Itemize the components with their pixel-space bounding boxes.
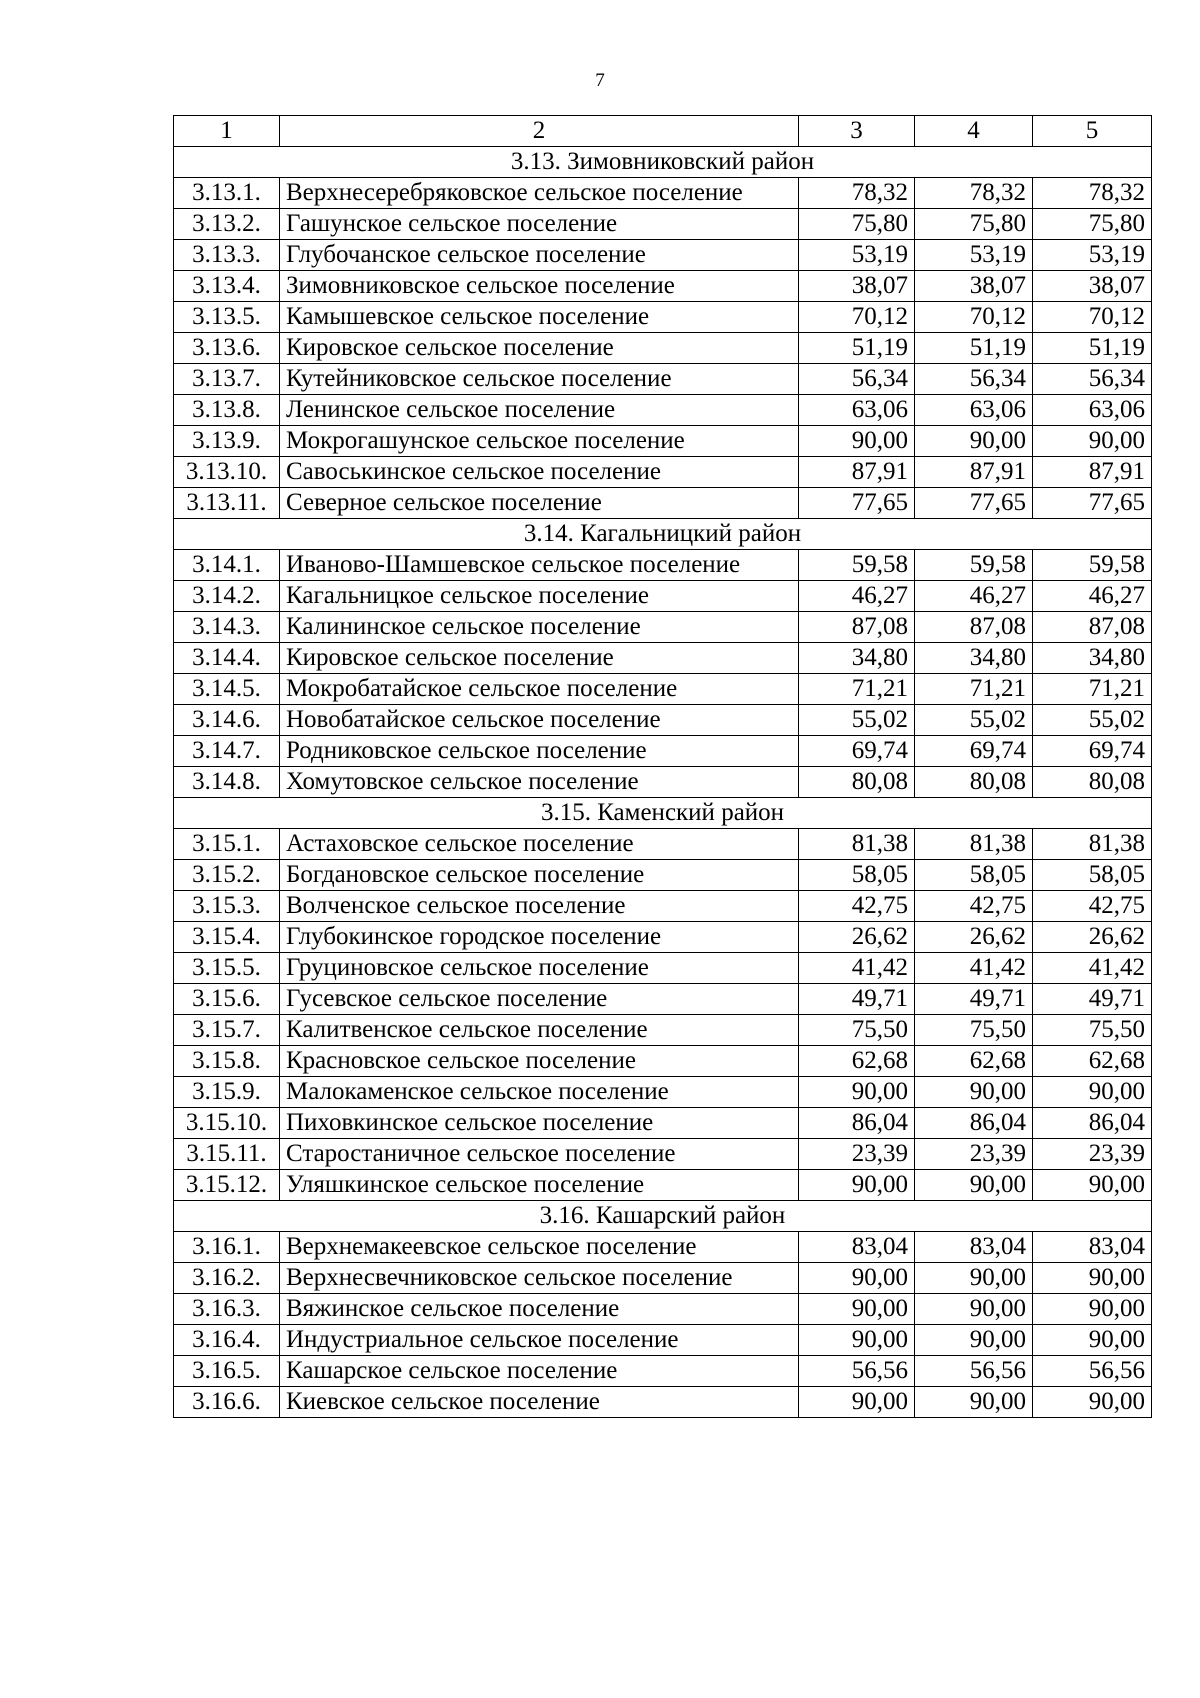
settlement-name: Гусевское сельское поселение xyxy=(280,984,799,1015)
row-number: 3.15.4. xyxy=(174,922,280,953)
value-col3: 90,00 xyxy=(799,1263,915,1294)
value-col3: 90,00 xyxy=(799,1325,915,1356)
value-col4: 69,74 xyxy=(915,736,1033,767)
value-col5: 87,91 xyxy=(1033,457,1152,488)
table-row xyxy=(174,1294,1152,1325)
value-col5: 90,00 xyxy=(1033,426,1152,457)
value-col4: 62,68 xyxy=(915,1046,1033,1077)
value-col5: 69,74 xyxy=(1033,736,1152,767)
row-number: 3.13.10. xyxy=(174,457,280,488)
settlement-name: Киевское сельское поселение xyxy=(280,1387,799,1418)
value-col4: 75,50 xyxy=(915,1015,1033,1046)
value-col3: 75,50 xyxy=(799,1015,915,1046)
settlement-name: Калитвенское сельское поселение xyxy=(280,1015,799,1046)
row-number: 3.15.6. xyxy=(174,984,280,1015)
value-col4: 53,19 xyxy=(915,240,1033,271)
row-number: 3.16.6. xyxy=(174,1387,280,1418)
table-row xyxy=(174,829,1152,860)
settlement-name: Кировское сельское поселение xyxy=(280,643,799,674)
row-number: 3.13.1. xyxy=(174,178,280,209)
value-col5: 78,32 xyxy=(1033,178,1152,209)
row-number: 3.13.7. xyxy=(174,364,280,395)
table-row xyxy=(174,953,1152,984)
value-col3: 90,00 xyxy=(799,1170,915,1201)
table-row xyxy=(174,984,1152,1015)
row-number: 3.15.10. xyxy=(174,1108,280,1139)
value-col5: 42,75 xyxy=(1033,891,1152,922)
value-col4: 34,80 xyxy=(915,643,1033,674)
value-col3: 42,75 xyxy=(799,891,915,922)
value-col5: 53,19 xyxy=(1033,240,1152,271)
table-row xyxy=(174,1108,1152,1139)
value-col4: 58,05 xyxy=(915,860,1033,891)
value-col4: 56,56 xyxy=(915,1356,1033,1387)
value-col3: 90,00 xyxy=(799,426,915,457)
table-body xyxy=(174,116,1152,1418)
section-row xyxy=(174,147,1152,178)
value-col3: 62,68 xyxy=(799,1046,915,1077)
table-row xyxy=(174,457,1152,488)
table-row xyxy=(174,643,1152,674)
value-col3: 58,05 xyxy=(799,860,915,891)
value-col3: 87,08 xyxy=(799,612,915,643)
value-col4: 90,00 xyxy=(915,1387,1033,1418)
value-col3: 56,56 xyxy=(799,1356,915,1387)
row-number: 3.13.6. xyxy=(174,333,280,364)
value-col3: 56,34 xyxy=(799,364,915,395)
settlement-name: Старостаничное сельское поселение xyxy=(280,1139,799,1170)
row-number: 3.15.2. xyxy=(174,860,280,891)
settlement-name: Кутейниковское сельское поселение xyxy=(280,364,799,395)
table-row xyxy=(174,1015,1152,1046)
value-col3: 69,74 xyxy=(799,736,915,767)
table-row xyxy=(174,1387,1152,1418)
value-col4: 51,19 xyxy=(915,333,1033,364)
value-col5: 90,00 xyxy=(1033,1170,1152,1201)
column-header-row xyxy=(174,116,1152,147)
row-number: 3.16.4. xyxy=(174,1325,280,1356)
settlement-name: Малокаменское сельское поселение xyxy=(280,1077,799,1108)
row-number: 3.15.9. xyxy=(174,1077,280,1108)
value-col4: 59,58 xyxy=(915,550,1033,581)
settlement-name: Волченское сельское поселение xyxy=(280,891,799,922)
row-number: 3.13.11. xyxy=(174,488,280,519)
value-col3: 75,80 xyxy=(799,209,915,240)
value-col3: 80,08 xyxy=(799,767,915,798)
row-number: 3.14.7. xyxy=(174,736,280,767)
section-title: 3.16. Кашарский район xyxy=(174,1201,1152,1232)
value-col4: 71,21 xyxy=(915,674,1033,705)
settlement-name: Верхнемакеевское сельское поселение xyxy=(280,1232,799,1263)
value-col5: 56,34 xyxy=(1033,364,1152,395)
table-row xyxy=(174,1077,1152,1108)
row-number: 3.14.5. xyxy=(174,674,280,705)
settlement-name: Верхнесвечниковское сельское поселение xyxy=(280,1263,799,1294)
settlement-name: Гашунское сельское поселение xyxy=(280,209,799,240)
row-number: 3.13.9. xyxy=(174,426,280,457)
table-row xyxy=(174,736,1152,767)
column-header: 5 xyxy=(1033,116,1152,147)
value-col5: 38,07 xyxy=(1033,271,1152,302)
value-col3: 90,00 xyxy=(799,1077,915,1108)
row-number: 3.14.1. xyxy=(174,550,280,581)
settlement-name: Глубочанское сельское поселение xyxy=(280,240,799,271)
value-col4: 41,42 xyxy=(915,953,1033,984)
value-col4: 81,38 xyxy=(915,829,1033,860)
settlement-name: Родниковское сельское поселение xyxy=(280,736,799,767)
value-col4: 26,62 xyxy=(915,922,1033,953)
table-row xyxy=(174,364,1152,395)
settlement-name: Груциновское сельское поселение xyxy=(280,953,799,984)
value-col3: 59,58 xyxy=(799,550,915,581)
settlement-name: Камышевское сельское поселение xyxy=(280,302,799,333)
settlement-name: Кагальницкое сельское поселение xyxy=(280,581,799,612)
row-number: 3.14.3. xyxy=(174,612,280,643)
value-col5: 80,08 xyxy=(1033,767,1152,798)
column-header: 1 xyxy=(174,116,280,147)
value-col3: 81,38 xyxy=(799,829,915,860)
value-col4: 46,27 xyxy=(915,581,1033,612)
table-row xyxy=(174,891,1152,922)
section-title: 3.15. Каменский район xyxy=(174,798,1152,829)
row-number: 3.14.6. xyxy=(174,705,280,736)
table-row xyxy=(174,767,1152,798)
value-col3: 41,42 xyxy=(799,953,915,984)
value-col4: 38,07 xyxy=(915,271,1033,302)
settlement-name: Кашарское сельское поселение xyxy=(280,1356,799,1387)
value-col3: 70,12 xyxy=(799,302,915,333)
value-col5: 34,80 xyxy=(1033,643,1152,674)
value-col4: 90,00 xyxy=(915,1294,1033,1325)
table-row xyxy=(174,240,1152,271)
table-row xyxy=(174,612,1152,643)
row-number: 3.15.8. xyxy=(174,1046,280,1077)
value-col4: 83,04 xyxy=(915,1232,1033,1263)
settlement-name: Северное сельское поселение xyxy=(280,488,799,519)
table-row xyxy=(174,1046,1152,1077)
row-number: 3.13.2. xyxy=(174,209,280,240)
row-number: 3.16.3. xyxy=(174,1294,280,1325)
value-col3: 87,91 xyxy=(799,457,915,488)
value-col5: 59,58 xyxy=(1033,550,1152,581)
row-number: 3.14.4. xyxy=(174,643,280,674)
settlement-name: Мокрогашунское сельское поселение xyxy=(280,426,799,457)
section-title: 3.13. Зимовниковский район xyxy=(174,147,1152,178)
column-header: 4 xyxy=(915,116,1033,147)
value-col4: 23,39 xyxy=(915,1139,1033,1170)
value-col3: 63,06 xyxy=(799,395,915,426)
row-number: 3.15.5. xyxy=(174,953,280,984)
row-number: 3.15.7. xyxy=(174,1015,280,1046)
table-row xyxy=(174,302,1152,333)
column-header: 2 xyxy=(280,116,799,147)
section-row xyxy=(174,519,1152,550)
section-row xyxy=(174,798,1152,829)
row-number: 3.13.4. xyxy=(174,271,280,302)
settlement-name: Астаховское сельское поселение xyxy=(280,829,799,860)
value-col3: 38,07 xyxy=(799,271,915,302)
value-col4: 78,32 xyxy=(915,178,1033,209)
value-col3: 51,19 xyxy=(799,333,915,364)
table-row xyxy=(174,488,1152,519)
table-row xyxy=(174,550,1152,581)
value-col5: 46,27 xyxy=(1033,581,1152,612)
value-col4: 90,00 xyxy=(915,426,1033,457)
value-col3: 26,62 xyxy=(799,922,915,953)
value-col3: 71,21 xyxy=(799,674,915,705)
value-col3: 78,32 xyxy=(799,178,915,209)
value-col4: 49,71 xyxy=(915,984,1033,1015)
value-col4: 56,34 xyxy=(915,364,1033,395)
value-col5: 77,65 xyxy=(1033,488,1152,519)
settlement-name: Глубокинское городское поселение xyxy=(280,922,799,953)
settlement-name: Зимовниковское сельское поселение xyxy=(280,271,799,302)
settlement-name: Новобатайское сельское поселение xyxy=(280,705,799,736)
settlement-name: Пиховкинское сельское поселение xyxy=(280,1108,799,1139)
row-number: 3.13.3. xyxy=(174,240,280,271)
value-col5: 75,80 xyxy=(1033,209,1152,240)
value-col5: 70,12 xyxy=(1033,302,1152,333)
settlement-name: Иваново-Шамшевское сельское поселение xyxy=(280,550,799,581)
settlement-name: Вяжинское сельское поселение xyxy=(280,1294,799,1325)
row-number: 3.13.5. xyxy=(174,302,280,333)
settlement-name: Уляшкинское сельское поселение xyxy=(280,1170,799,1201)
table-row xyxy=(174,333,1152,364)
value-col5: 90,00 xyxy=(1033,1294,1152,1325)
value-col3: 55,02 xyxy=(799,705,915,736)
value-col3: 49,71 xyxy=(799,984,915,1015)
row-number: 3.16.1. xyxy=(174,1232,280,1263)
value-col4: 90,00 xyxy=(915,1170,1033,1201)
value-col3: 86,04 xyxy=(799,1108,915,1139)
value-col5: 90,00 xyxy=(1033,1077,1152,1108)
value-col4: 90,00 xyxy=(915,1077,1033,1108)
settlement-name: Ленинское сельское поселение xyxy=(280,395,799,426)
value-col4: 42,75 xyxy=(915,891,1033,922)
settlement-name: Савоськинское сельское поселение xyxy=(280,457,799,488)
value-col4: 55,02 xyxy=(915,705,1033,736)
table-row xyxy=(174,209,1152,240)
value-col3: 53,19 xyxy=(799,240,915,271)
value-col5: 81,38 xyxy=(1033,829,1152,860)
settlement-name: Красновское сельское поселение xyxy=(280,1046,799,1077)
value-col4: 87,91 xyxy=(915,457,1033,488)
section-title: 3.14. Кагальницкий район xyxy=(174,519,1152,550)
value-col5: 55,02 xyxy=(1033,705,1152,736)
table-row xyxy=(174,581,1152,612)
value-col4: 80,08 xyxy=(915,767,1033,798)
table-row xyxy=(174,1325,1152,1356)
settlement-name: Богдановское сельское поселение xyxy=(280,860,799,891)
value-col4: 90,00 xyxy=(915,1263,1033,1294)
table-row xyxy=(174,271,1152,302)
table-row xyxy=(174,1139,1152,1170)
value-col5: 49,71 xyxy=(1033,984,1152,1015)
row-number: 3.15.3. xyxy=(174,891,280,922)
value-col4: 63,06 xyxy=(915,395,1033,426)
row-number: 3.13.8. xyxy=(174,395,280,426)
table-row xyxy=(174,1232,1152,1263)
value-col4: 87,08 xyxy=(915,612,1033,643)
settlement-name: Верхнесеребряковское сельское поселение xyxy=(280,178,799,209)
value-col5: 83,04 xyxy=(1033,1232,1152,1263)
value-col5: 90,00 xyxy=(1033,1263,1152,1294)
value-col5: 87,08 xyxy=(1033,612,1152,643)
value-col3: 90,00 xyxy=(799,1387,915,1418)
table-row xyxy=(174,395,1152,426)
value-col5: 41,42 xyxy=(1033,953,1152,984)
value-col3: 77,65 xyxy=(799,488,915,519)
row-number: 3.14.8. xyxy=(174,767,280,798)
table-row xyxy=(174,860,1152,891)
value-col3: 46,27 xyxy=(799,581,915,612)
value-col4: 75,80 xyxy=(915,209,1033,240)
row-number: 3.15.1. xyxy=(174,829,280,860)
value-col5: 56,56 xyxy=(1033,1356,1152,1387)
value-col5: 62,68 xyxy=(1033,1046,1152,1077)
table-row xyxy=(174,705,1152,736)
value-col5: 58,05 xyxy=(1033,860,1152,891)
row-number: 3.16.5. xyxy=(174,1356,280,1387)
value-col3: 90,00 xyxy=(799,1294,915,1325)
value-col5: 71,21 xyxy=(1033,674,1152,705)
value-col5: 90,00 xyxy=(1033,1325,1152,1356)
value-col3: 34,80 xyxy=(799,643,915,674)
value-col5: 75,50 xyxy=(1033,1015,1152,1046)
settlement-name: Хомутовское сельское поселение xyxy=(280,767,799,798)
value-col4: 90,00 xyxy=(915,1325,1033,1356)
value-col5: 51,19 xyxy=(1033,333,1152,364)
table-row xyxy=(174,674,1152,705)
value-col4: 77,65 xyxy=(915,488,1033,519)
column-header: 3 xyxy=(799,116,915,147)
section-row xyxy=(174,1201,1152,1232)
table-row xyxy=(174,1263,1152,1294)
settlement-name: Калининское сельское поселение xyxy=(280,612,799,643)
value-col4: 70,12 xyxy=(915,302,1033,333)
value-col5: 90,00 xyxy=(1033,1387,1152,1418)
table-row xyxy=(174,1170,1152,1201)
value-col4: 86,04 xyxy=(915,1108,1033,1139)
value-col5: 86,04 xyxy=(1033,1108,1152,1139)
value-col5: 63,06 xyxy=(1033,395,1152,426)
table-row xyxy=(174,1356,1152,1387)
table-row xyxy=(174,922,1152,953)
settlements-table xyxy=(173,115,1152,1418)
row-number: 3.15.11. xyxy=(174,1139,280,1170)
value-col3: 83,04 xyxy=(799,1232,915,1263)
row-number: 3.14.2. xyxy=(174,581,280,612)
row-number: 3.16.2. xyxy=(174,1263,280,1294)
value-col5: 23,39 xyxy=(1033,1139,1152,1170)
row-number: 3.15.12. xyxy=(174,1170,280,1201)
table-row xyxy=(174,426,1152,457)
settlement-name: Кировское сельское поселение xyxy=(280,333,799,364)
settlement-name: Индустриальное сельское поселение xyxy=(280,1325,799,1356)
settlement-name: Мокробатайское сельское поселение xyxy=(280,674,799,705)
value-col5: 26,62 xyxy=(1033,922,1152,953)
table-row xyxy=(174,178,1152,209)
value-col3: 23,39 xyxy=(799,1139,915,1170)
page-number: 7 xyxy=(595,70,605,91)
